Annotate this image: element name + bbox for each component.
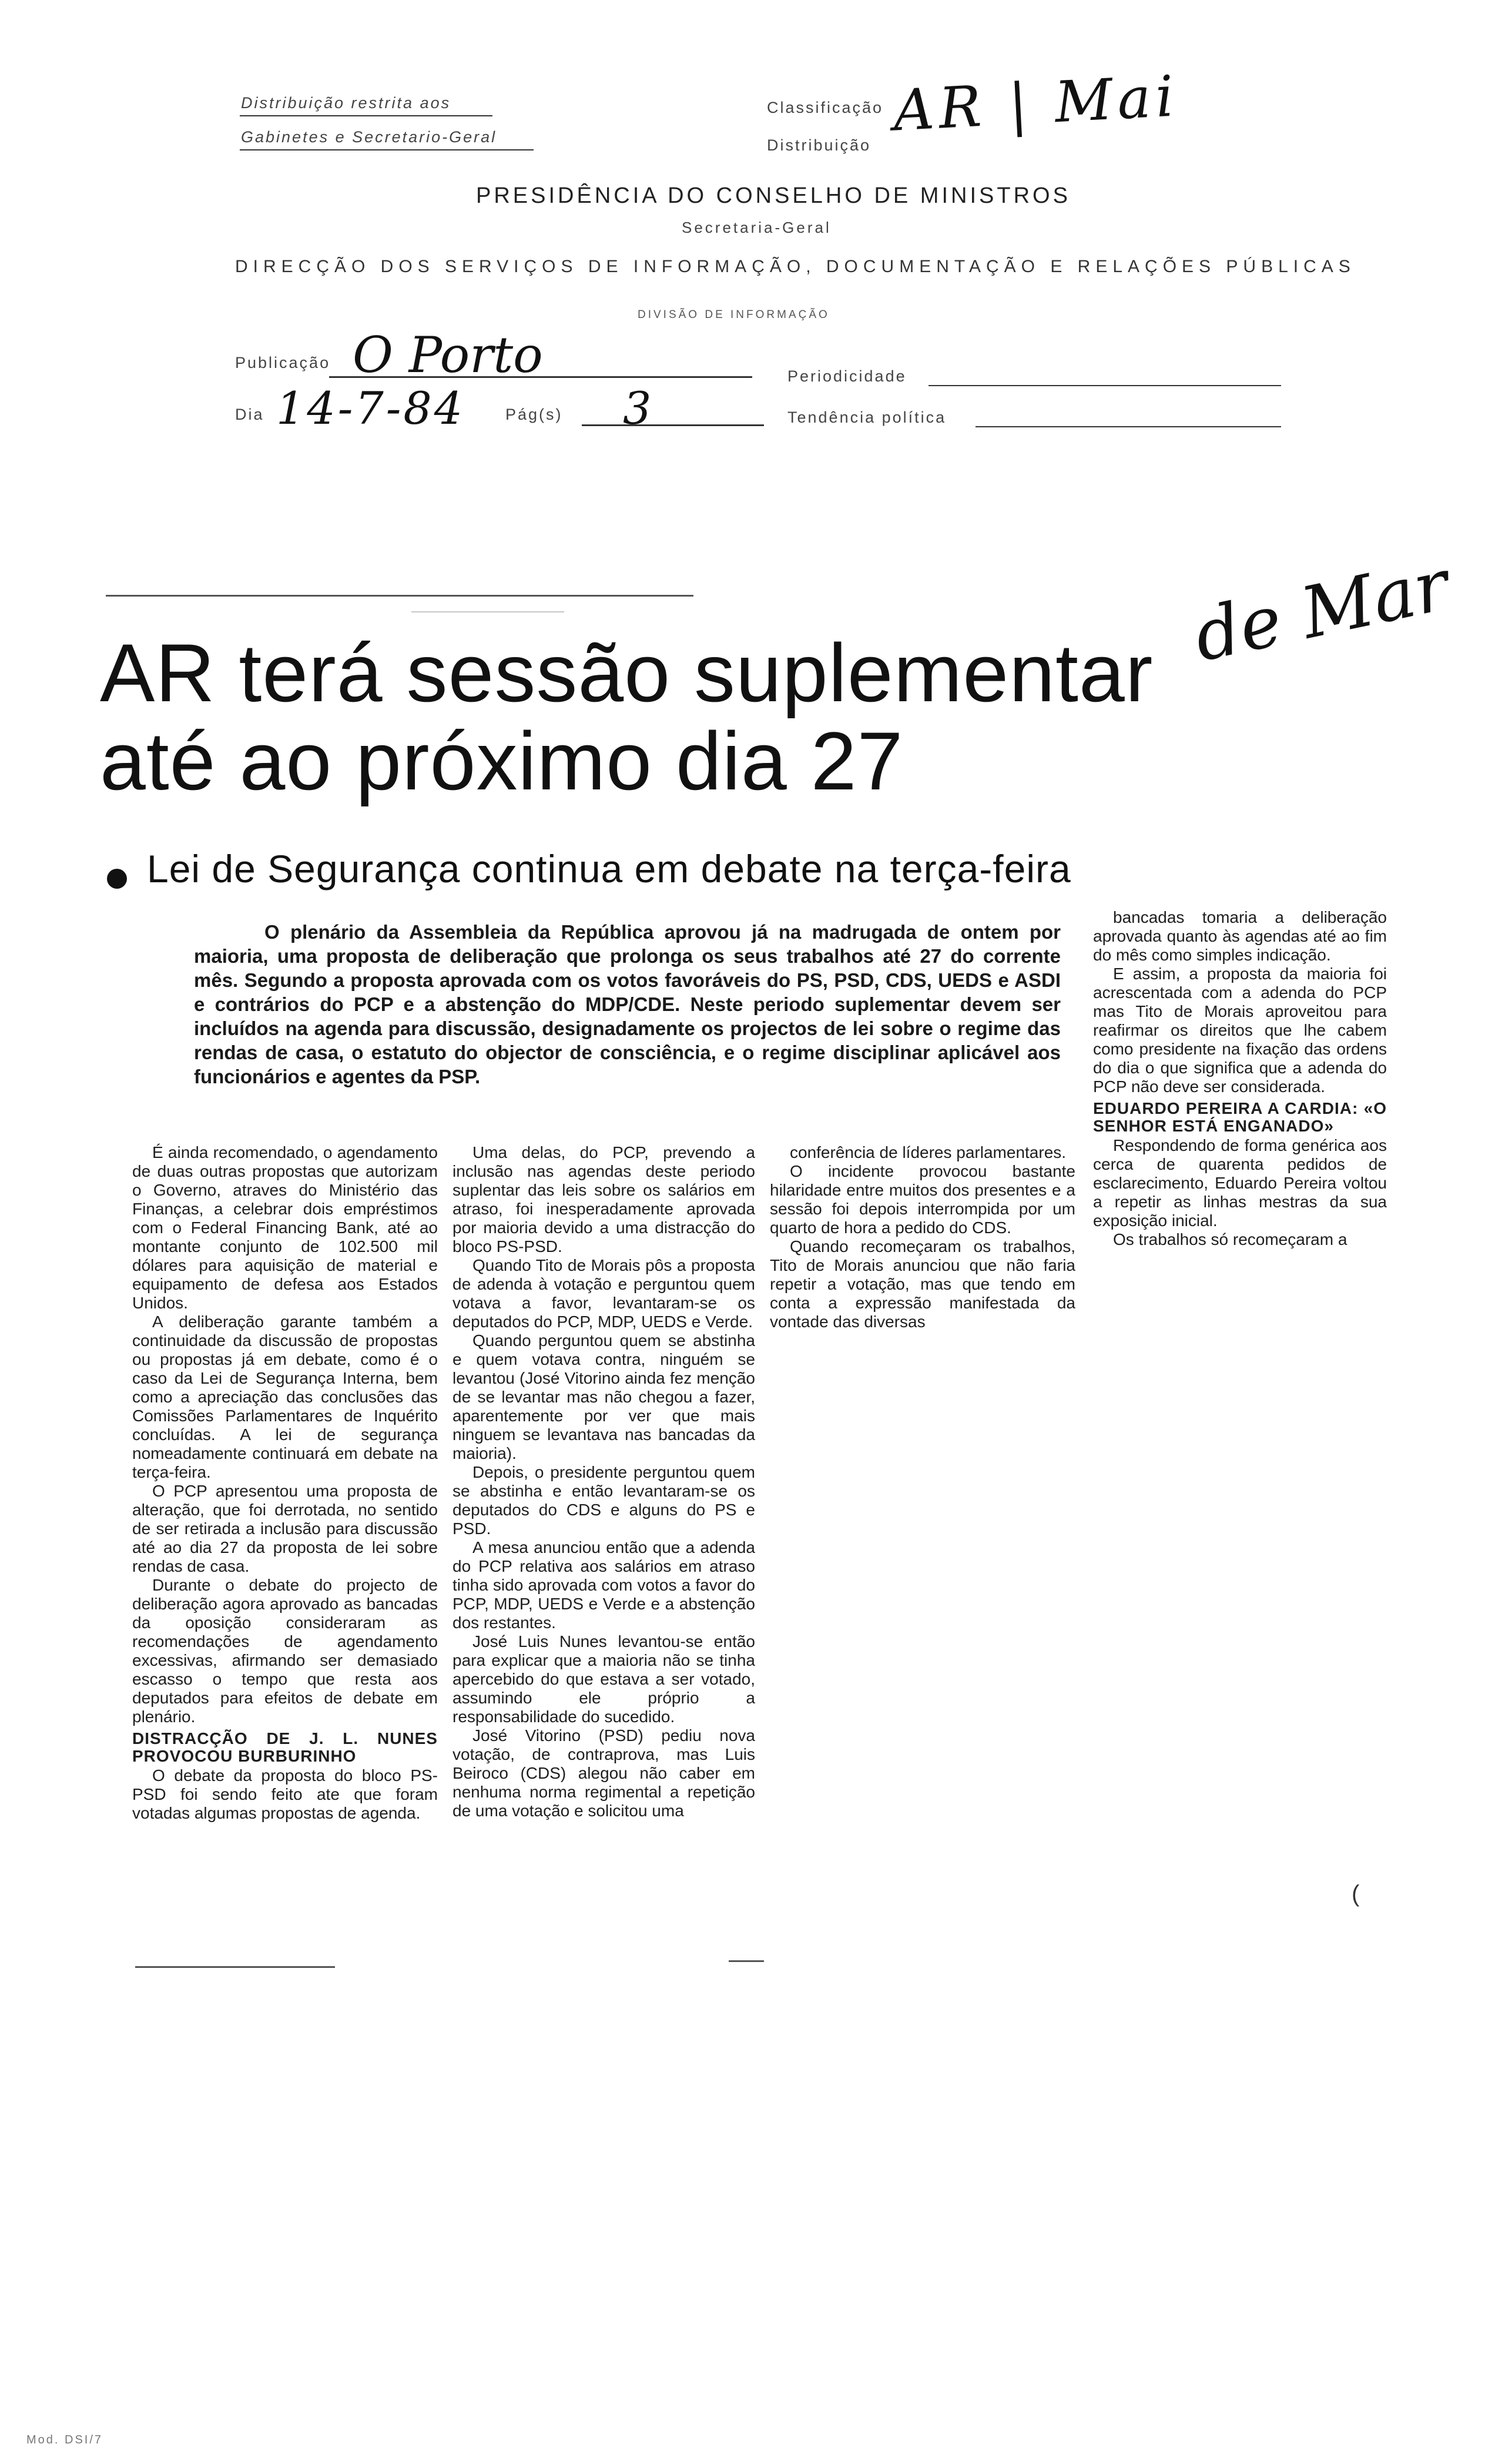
- directorate: DIRECÇÃO DOS SERVIÇOS DE INFORMAÇÃO, DOCUMENTAÇÃO E RELAÇÕES PÚBLICAS: [235, 257, 1356, 276]
- paragraph: bancadas tomaria a deliberação aprovada quanto às agendas até ao fim do mês como simples indicação.: [1093, 908, 1387, 964]
- day-label: Dia: [235, 406, 264, 423]
- underline: [240, 149, 534, 150]
- paragraph: O debate da proposta do bloco PS-PSD foi sendo feito ate que foram votadas algumas propostas de agenda.: [132, 1766, 438, 1822]
- distribution-note-line1: Distribuição restrita aos: [241, 94, 451, 112]
- paragraph: É ainda recomendado, o agendamento de duas outras propostas que autorizam o Governo, atraves do Ministério das Finanças, a celebrar dois empréstimos com o Federal Financing Bank, até ao montante conjunto de 102.500 mil dólares para aquisição de material e equipamento de defesa aos Estados Unidos.: [132, 1143, 438, 1312]
- paragraph: O PCP apresentou uma proposta de alteração, que foi derrotada, no sentido de ser retirada a inclusão para discussão até ao dia 27 da proposta de lei sobre rendas de casa.: [132, 1482, 438, 1575]
- underline: [582, 424, 764, 426]
- paragraph: José Luis Nunes levantou-se então para explicar que a maioria não se tinha apercebido do que estava a ser votado, assumindo ele próprio a responsabilidade do sucedido.: [452, 1632, 755, 1726]
- paragraph: Quando perguntou quem se abstinha e quem votava contra, ninguém se levantou (José Vitorino ainda fez menção de se levantar mas não chegou a fazer, aparentemente por ver que mais ninguem se levantava nas bancadas da maioria).: [452, 1331, 755, 1462]
- paragraph: E assim, a proposta da maioria foi acrescentada com a adenda do PCP mas Tito de Morais aproveitou para reafirmar os direitos que lhe cabem como presidente na fixação das ordens do dia o que significa que a adenda do PCP não deve ser considerada.: [1093, 965, 1387, 1096]
- paragraph: conferência de líderes parlamentares.: [790, 1143, 1067, 1161]
- periodicity-label: Periodicidade: [787, 367, 907, 385]
- classification-handwriting: AR | Mai: [891, 63, 1180, 144]
- publication-label: Publicação: [235, 354, 331, 371]
- margin-handwriting: de Mar: [1187, 544, 1456, 678]
- paragraph: A deliberação garante também a continuidade da discussão de propostas ou propostas já em debate, como é o caso da Lei de Segurança Interna, bem como a apreciação das conclusões das Comissões Parlamentares de Inquérito concluídas. A lei de segurança nomeadamente continuará em debate na terça-feira.: [132, 1313, 438, 1481]
- paragraph: Uma delas, do PCP, prevendo a inclusão nas agendas deste periodo suplentar das leis sobre os salários em atraso, foi inesperadamente aprovada por maioria devido a uma distracção do bloco PS-PSD.: [452, 1143, 755, 1256]
- scan-mark: (: [1352, 1881, 1360, 1907]
- article-column-3: [770, 1143, 1075, 1331]
- pages-handwriting: 3: [623, 382, 652, 434]
- clipping-top-edge: [106, 595, 693, 597]
- paragraph: Os trabalhos só recomeçaram a: [1113, 1230, 1347, 1248]
- paragraph: O incidente provocou bastante hilaridade entre muitos dos presentes e a sessão foi depois interrompida por um quarto de hora a pedido do CDS.: [770, 1162, 1075, 1237]
- day-handwriting: 14-7-84: [276, 382, 465, 434]
- division: DIVISÃO DE INFORMAÇÃO: [638, 309, 830, 321]
- institution-title: PRESIDÊNCIA DO CONSELHO DE MINISTROS: [476, 183, 1071, 208]
- column-4-tail: [1093, 1136, 1387, 1249]
- column-1-rule: [135, 1966, 335, 1968]
- paragraph: Durante o debate do projecto de deliberação agora aprovado as bancadas da oposição consideraram as recomendações de agendamento excessivas, afirmando ser demasiado escasso o tempo que resta aos deputados para efeitos de debate em plenário.: [132, 1576, 438, 1726]
- paragraph: A mesa anunciou então que a adenda do PCP relativa aos salários em atraso tinha sido aprovada com votos a favor do PCP, MDP, UEDS e Verde e a abstenção dos restantes.: [452, 1538, 755, 1632]
- column-3-body: [770, 1143, 1075, 1331]
- distribution-note-line2: Gabinetes e Secretario-Geral: [241, 128, 497, 146]
- column-1-subheading: DISTRACÇÃO DE J. L. NUNES PROVOCOU BURBURINHO: [132, 1729, 438, 1765]
- headline-line2: até ao próximo dia 27: [100, 715, 904, 807]
- column-4-body: [1093, 908, 1387, 1096]
- scan-noise: [411, 611, 564, 612]
- secretariat: Secretaria-Geral: [682, 219, 832, 236]
- paragraph: Respondendo de forma genérica aos cerca de quarenta pedidos de esclarecimento, Eduardo Pereira voltou a repetir as linhas mestras da sua exposição inicial.: [1093, 1136, 1387, 1230]
- column-4-subheading: EDUARDO PEREIRA A CARDIA: «O SENHOR ESTÁ ENGANADO»: [1093, 1099, 1387, 1135]
- headline: [100, 629, 1153, 805]
- bullet-icon: [107, 869, 127, 889]
- underline: [928, 385, 1281, 386]
- classification-label: Classificação: [767, 99, 884, 116]
- column-1-tail: [132, 1766, 438, 1823]
- lead-paragraph: O plenário da Assembleia da República aprovou já na madrugada de ontem por maioria, uma proposta de deliberação que prolonga os seus trabalhos até 27 do corrente mês. Segundo a proposta aprovada com os votos favoráveis do PS, PSD, CDS, UEDS e ASDI e contrários do PCP e a abstenção do MDP/CDE. Neste periodo suplementar devem ser incluídos na agenda para discussão, designadamente os projectos de lei sobre o regime das rendas de casa, o estatuto do objector de consciência, e o regime disciplinar aplicável aos funcionários e agentes da PSP.: [194, 921, 1061, 1087]
- paragraph: Quando recomeçaram os trabalhos, Tito de Morais anunciou que não faria repetir a votação, mas que tendo em conta a expressão manifestada da vontade das diversas: [770, 1237, 1075, 1331]
- underline: [329, 376, 752, 378]
- publication-handwriting: O Porto: [353, 326, 543, 384]
- paragraph: José Vitorino (PSD) pediu nova votação, de contraprova, mas Luis Beiroco (CDS) alegou não caber em nenhuma norma regimental a repetição de uma votação e solicitou uma: [452, 1726, 755, 1820]
- column-2-rule: [729, 1960, 764, 1962]
- tendency-label: Tendência política: [787, 409, 947, 426]
- paragraph: Depois, o presidente perguntou quem se abstinha e então levantaram-se os deputados do CDS e alguns do PS e PSD.: [452, 1463, 755, 1538]
- column-2-body: [452, 1143, 755, 1820]
- underline: [976, 426, 1281, 427]
- pages-label: Pág(s): [505, 406, 563, 423]
- article-column-4: [1093, 908, 1387, 1249]
- form-code: Mod. DSI/7: [26, 2433, 103, 2446]
- headline-line1: AR terá sessão suplementar: [100, 627, 1154, 719]
- paragraph: Quando Tito de Morais pôs a proposta de adenda à votação e perguntou quem votava a favor, levantaram-se os deputados do PCP, MDP, UEDS e Verde.: [452, 1256, 755, 1331]
- column-1-body: [132, 1143, 438, 1726]
- distribution-label: Distribuição: [767, 136, 871, 154]
- article-column-2: [452, 1143, 755, 1820]
- underline: [240, 115, 492, 116]
- subheadline: Lei de Segurança continua em debate na terça-feira: [147, 847, 1071, 890]
- article-column-1: [132, 1143, 438, 1823]
